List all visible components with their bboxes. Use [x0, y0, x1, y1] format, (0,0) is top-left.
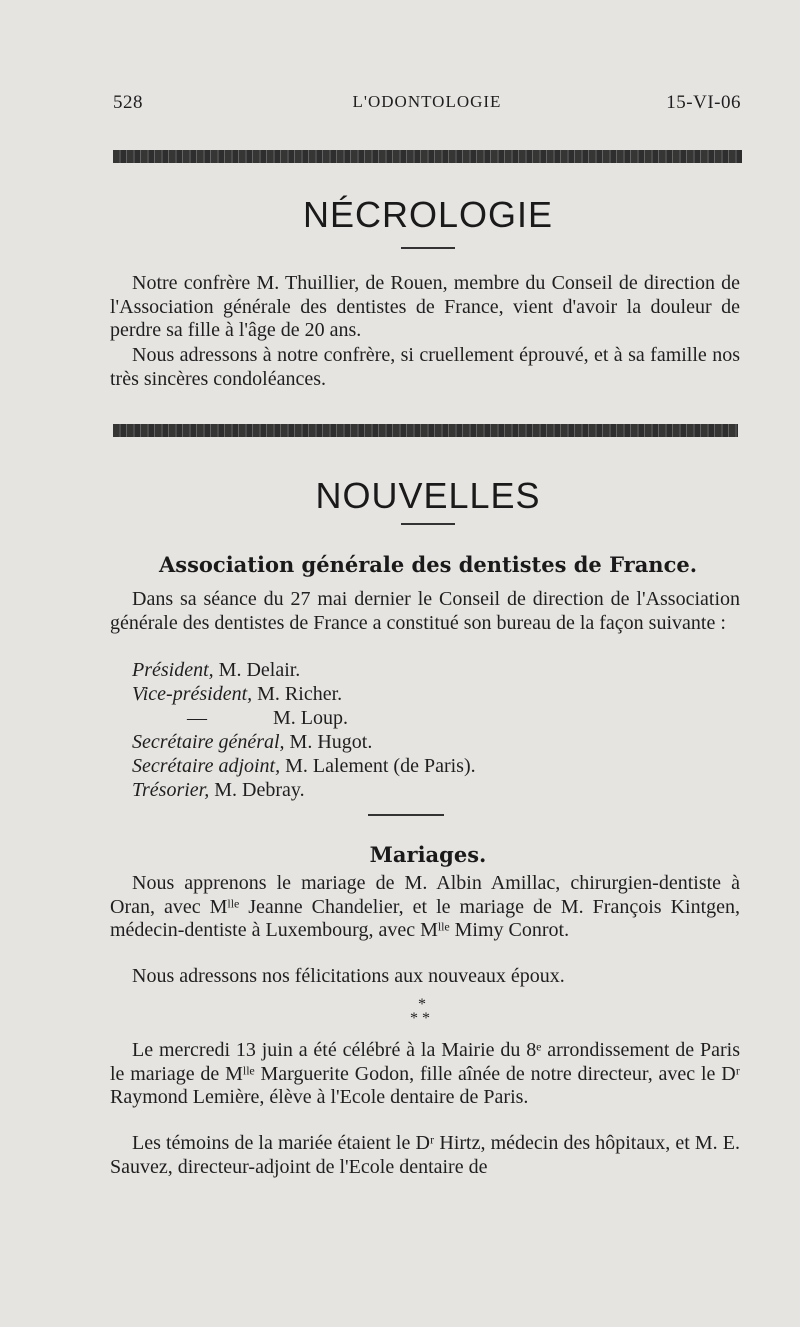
mariages-paragraph-1: Nous apprenons le mariage de M. Albin Amillac, chirurgien-dentiste à Oran, avec Mˡˡᵉ Jeanne Chandelier, et le mariage de M. François Kintgen, médecin-dentiste à Luxembourg, avec Mˡˡᵉ Mimy Conrot.	[110, 872, 740, 941]
necrologie-paragraph-1: Notre confrère M. Thuillier, de Rouen, membre du Conseil de direction de l'Association générale des dentistes de France, vient d'avoir la douleur de perdre sa fille à l'âge de 20 ans.	[110, 272, 740, 341]
bureau-name: M. Lalement (de Paris).	[280, 755, 476, 777]
bureau-name: M. Hugot.	[284, 731, 373, 753]
bureau-line	[187, 707, 207, 731]
necrologie-title: NÉCROLOGIE	[302, 194, 554, 235]
asterism: *	[418, 996, 426, 1013]
bureau-role: Président,	[132, 659, 214, 681]
mariages-paragraph-2: Nous adressons nos félicitations aux nouveaux époux.	[132, 965, 565, 987]
nouvelles-title: NOUVELLES	[315, 475, 541, 516]
association-heading: Association générale des dentistes de France.	[158, 552, 698, 577]
issue-date: 15-VI-06	[666, 92, 741, 113]
bureau-role: Vice-président,	[132, 683, 253, 705]
journal-title: L'ODONTOLOGIE	[352, 92, 502, 111]
ornamental-band-middle	[113, 424, 738, 437]
page-number: 528	[113, 92, 143, 113]
bureau-name: M. Richer.	[252, 683, 343, 705]
bureau-name: M. Debray.	[209, 779, 305, 801]
bureau-dash: —	[187, 707, 207, 729]
bureau-line	[132, 755, 476, 779]
bureau-line	[132, 683, 342, 707]
bureau-line	[132, 659, 300, 683]
title-rule	[401, 523, 455, 525]
bureau-name: M. Loup.	[273, 707, 348, 729]
asterism: * *	[410, 1010, 430, 1027]
bureau-role: Trésorier,	[132, 779, 210, 801]
bureau-line	[273, 707, 348, 731]
association-intro: Dans sa séance du 27 mai dernier le Conseil de direction de l'Association générale des dentistes de France a constitué son bureau de la façon suivante :	[110, 588, 740, 634]
bureau-line	[132, 779, 305, 803]
title-rule	[401, 247, 455, 249]
necrologie-paragraph-2: Nous adressons à notre confrère, si cruellement éprouvé, et à sa famille nos très sincères condoléances.	[110, 344, 740, 390]
section-divider	[368, 814, 444, 816]
ornamental-band-top	[113, 150, 742, 163]
mariages-paragraph-3: Le mercredi 13 juin a été célébré à la Mairie du 8ᵉ arrondissement de Paris le mariage de Mˡˡᵉ Marguerite Godon, fille aînée de notre directeur, avec le Dʳ Raymond Lemière, élève à l'Ecole dentaire de Paris.	[110, 1039, 740, 1108]
mariages-heading: Mariages.	[369, 842, 487, 867]
bureau-line	[132, 731, 372, 755]
mariages-paragraph-4: Les témoins de la mariée étaient le Dʳ Hirtz, médecin des hôpitaux, et M. E. Sauvez, directeur-adjoint de l'Ecole dentaire de	[110, 1132, 740, 1178]
bureau-role: Secrétaire adjoint,	[132, 755, 281, 777]
bureau-role: Secrétaire général,	[132, 731, 285, 753]
bureau-name: M. Delair.	[213, 659, 301, 681]
